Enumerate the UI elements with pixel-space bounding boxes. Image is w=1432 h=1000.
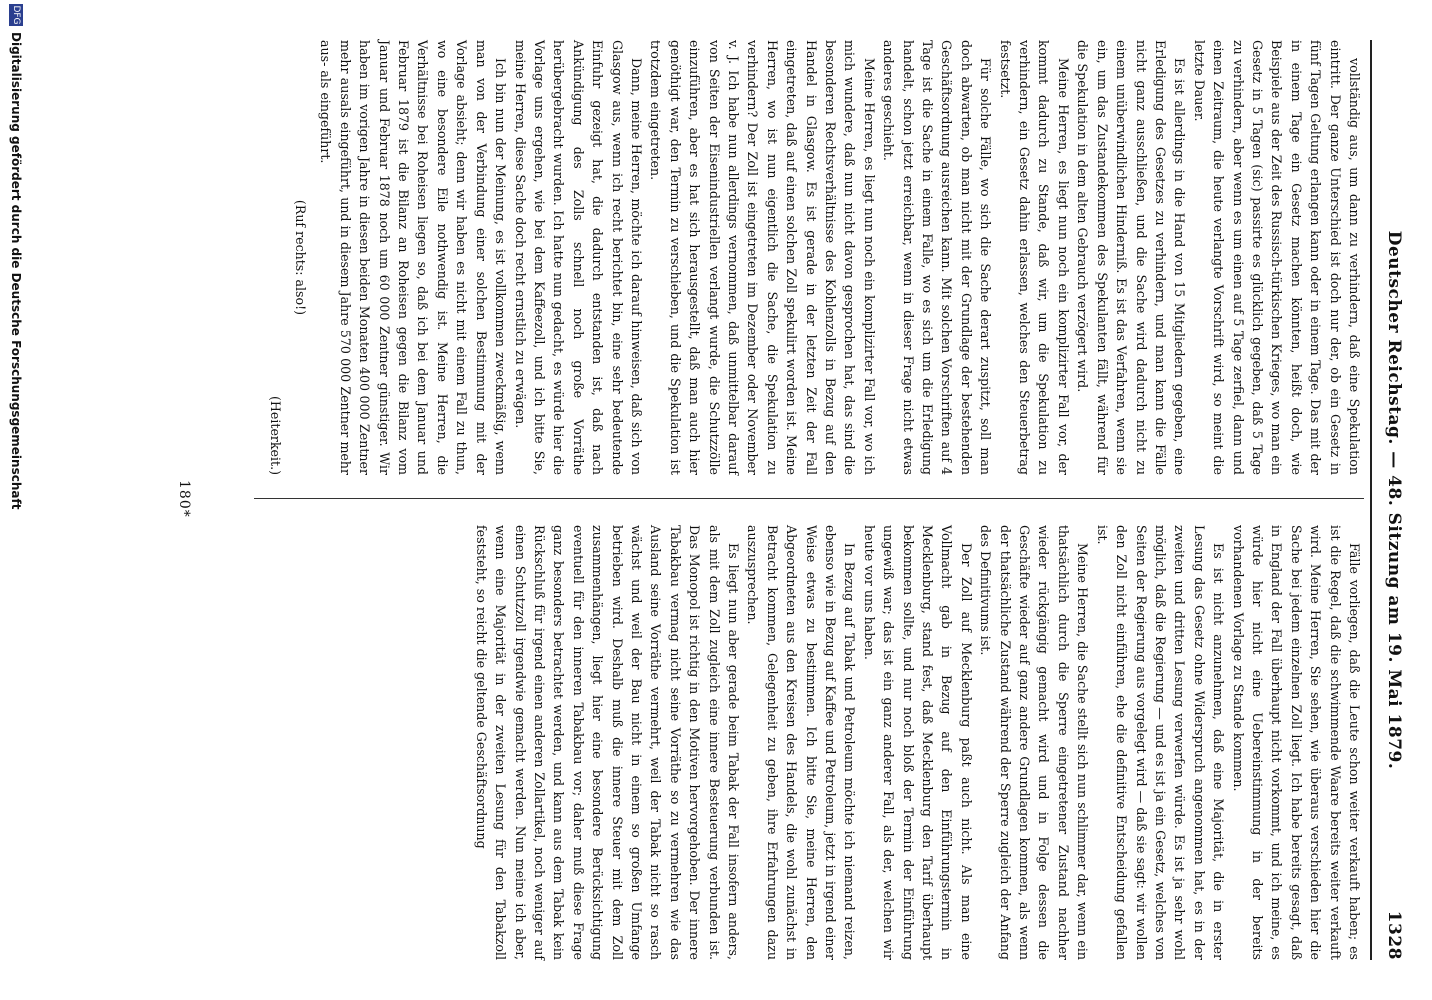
interjection: (Ruf rechts: also!) (293, 199, 309, 316)
header-rule (1370, 40, 1372, 960)
paragraph: Fälle vorliegen, daß die Leute schon weiter verkauft haben; es ist die Regel, daß die schwimmende Waare bereits weiter verkauft wird. Meine Herren, Sie sehen, wie überaus verschieden hier die Sache bei jedem einzelnen Zoll liegt. Ich habe bereits gesagt, daß in England der Fall überhaupt nicht vorkommt, und ich meine, es würde hier nicht eine Uebereinstimmung in der bereits vorhandenen Vorlage zu Stande kommen. (1230, 525, 1362, 960)
paragraph: Dann, meine Herren, möchte ich darauf hinweisen, daß sich von Glasgow aus, wenn ich recht berichtet bin, eine sehr bedeutende Einfuhr gezeigt hat, die dadurch entstanden ist, daß nach Ankündigung des Zolls schnell noch große Vorräthe herübergebracht wurden. Ich hatte nun gedacht, es würde hier die Vorlage uns ergehen, wie bei dem Kaffeezoll, und ich bitte Sie, meine Herren, diese Sache doch recht ernstlich zu erwägen. (512, 40, 644, 475)
paragraph: Der Zoll auf Mecklenburg paßt auch nicht. Als man eine Vollmacht gab in Bezug auf den Einführungstermin in Mecklenburg, stand fest, daß Mecklenburg den Tarif überhaupt bekommen sollte, und nur noch bloß der Termin der Einführung ungewiß war; das ist ein ganz anderer Fall, als der, welchen wir heute vor uns haben. (861, 525, 974, 960)
funding-credit: Digitalisierung gefördert durch die Deutsche Forschungsgemeinschaft (9, 32, 23, 510)
text-column-right (471, 525, 1364, 960)
paragraph: In Bezug auf Tabak und Petroleum möchte ich niemand reizen, ebenso wie in Bezug auf Kaffee und Petroleum, jetzt in irgend einer Weise etwas zu bestimmen. Ich bitte Sie, meine Herren, den Abgeordneten aus den Kreisen des Handels, die wohl zunächst in Betracht kommen, Gelegenheit zu geben, ihre Erfahrungen dazu auszusprechen. (745, 525, 858, 960)
sheet-signature: 180* (176, 480, 192, 518)
paragraph: Meine Herren, es liegt nun noch ein komplizirter Fall vor, wo ich mich wundere, daß nun nicht davon gesprochen hat, das sind die besonderen Rechtsverhältnisse des Kohlenzolls in Bezug auf den Handel in Glasgow. Es ist gerade in der letzten Zeit der Fall eingetreten, daß auf einen solchen Zoll spekulirt worden ist. Meine Herren, wo ist nun eigentlich die Sache, die Spekulation zu verhindern? Der Zoll ist eingetreten im Dezember oder November v. J. Ich habe nun allerdings vernommen, daß unmittelbar darauf von Seiten der Eisenindustriellen verlangt wurde, die Schutzzölle einzuführen, aber es hat sich herausgestellt, daß man auch hier genöthigt war, den Termin zu verschieben, und die Spekulation ist trotzdem eingetreten. (648, 40, 877, 475)
paragraph: Ich bin nun der Meinung, es ist vollkommen zweckmäßig, wenn man von der Verbindung einer solchen Bestimmung mit der Vorlage absieht; denn wir haben es nicht mit einem Fall zu thun, wo eine besondere Eile nothwendig ist. Meine Herren, die Verhältnisse bei Roheisen liegen so, daß ich bei dem Januar und Februar 1879 ist die Bilanz an Roheisen gegen die Bilanz vom Januar und Februar 1878 noch um 60 000 Zentner günstiger. Wir haben im vorigen Jahre in diesen beiden Monaten 400 000 Zentner mehr ausals eingeführt, und in diesem Jahre 570 000 Zentner mehr aus- als eingeführt. (318, 40, 509, 475)
paragraph: Meine Herren, die Sache stellt sich nun schlimmer dar, wenn ein thatsächlich durch die Sperre eingetretener Zustand nachher wieder rückgängig gemacht wird und in Folge dessen die Geschäfte wieder auf ganz andere Grundlagen kommen, als wenn der thatsächliche Zustand während der Sperre zugleich der Anfang des Definitivums ist. (978, 525, 1091, 960)
paragraph: Für solche Fälle, wo sich die Sache derart zuspitzt, soll man doch abwarten, ob man nicht mit der Grundlage der bestehenden Geschäftsordnung ausreichen kann. Mit solchen Vorschriften auf 4 Tage ist die Sache in einem Falle, wo es sich um die Erledigung handelt, schon jetzt erreichbar, wenn in dieser Frage nicht etwas anderes geschieht. (881, 40, 994, 475)
interjection: (Heiterkeit.) (267, 396, 283, 475)
text-column-left (265, 40, 1364, 475)
page-number: 1328 (1384, 910, 1404, 960)
paragraph: Es liegt nun aber gerade beim Tabak der Fall insofern anders, als mit dem Zoll zugleich eine innere Besteuerung verbunden ist. Das Monopol ist richtig in den Motiven hervorgehoben. Der innere Tabakbau vermag nicht seine Vorräthe so zu vermehren wie das Ausland seine Vorräthe vermehrt, weil der Tabak nicht so rasch wächst und weil der Bau nicht in einem so großen Umfange betrieben wird. Deshalb muß die innere Steuer mit dem Zoll zusammenhängen, liegt hier eine besondere Berücksichtigung eventuell für den inneren Tabakbau vor; daher muß diese Frage ganz besonders betrachtet werden, und kann aus dem Tabak kein Rückschluß für irgend einen anderen Zollartikel, noch weniger auf einen Schutzzoll irgendwie gemacht werden. Nun meine ich aber, wenn eine Majorität in der zweiten Lesung für den Tabakzoll feststeht, so reicht die geltende Geschäftsordnung (473, 525, 741, 960)
paragraph: Es ist nicht anzunehmen, daß eine Majorität, die in erster Lesung das Gesetz ohne Widerspruch angenommen hat, es in der zweiten und dritten Lesung verwerfen würde. Es ist ja sehr wohl möglich, daß die Regierung — und es ist ja ein Gesetz, welches von Seiten der Regierung aus vorgelegt wird — daß sie sagt: wir wollen den Zoll nicht einführen, ehe die definitive Entscheidung gefallen ist. (1094, 525, 1227, 960)
page-header (1374, 40, 1404, 960)
paragraph: Es ist allerdings in die Hand von 15 Mitgliedern gegeben, eine Erledigung des Gesetzes zu verhindern, und man kann die Fälle nicht ganz ausschließen, und die Sache wird dadurch nicht zu einem unüberwindlichen Hinderniß. Es ist das Verfahren, wenn sie ein, um das Zustandekommen des Spekulanten fällt, während für die Spekulation in dem alten Gebrauch verzögert wird. (1075, 40, 1188, 475)
digitization-footer (0, 0, 32, 1000)
dfg-logo-icon: DFG (11, 5, 21, 25)
paragraph: Meine Herren, es liegt nun noch ein komplizirter Fall vor, der kommt dadurch zu Stande, daß wir, um die Spekulation zu verhindern, ein Gesetz dahin erlassen, welches den Steuerbetrag festsetzt. (997, 40, 1071, 475)
column-divider (254, 498, 1364, 499)
paragraph: vollständig aus, um dann zu verhindern, daß eine Spekulation eintritt. Der ganze Unterschied ist doch nur der, ob ein Gesetz in fünf Tagen Geltung erlangen kann oder in einem Tage. Das mit der in einem Tage ein Gesetz machen könnten, heißt doch, wie Beispiele aus der Zeit des Russisch-türkischen Krieges, wo man ein Gesetz in 5 Tagen (sic) passirte es glücklich gegeben, daß 5 Tage zu verhindern, aber wenn es um einen auf 5 Tage zerfiel, dann und einen Zeitraum, die heute verlangte Vorschrift wird, so meint die letzte Dauer. (1191, 40, 1362, 475)
page-title: Deutscher Reichstag. — 48. Sitzung am 19. Mai 1879. (1384, 230, 1404, 770)
